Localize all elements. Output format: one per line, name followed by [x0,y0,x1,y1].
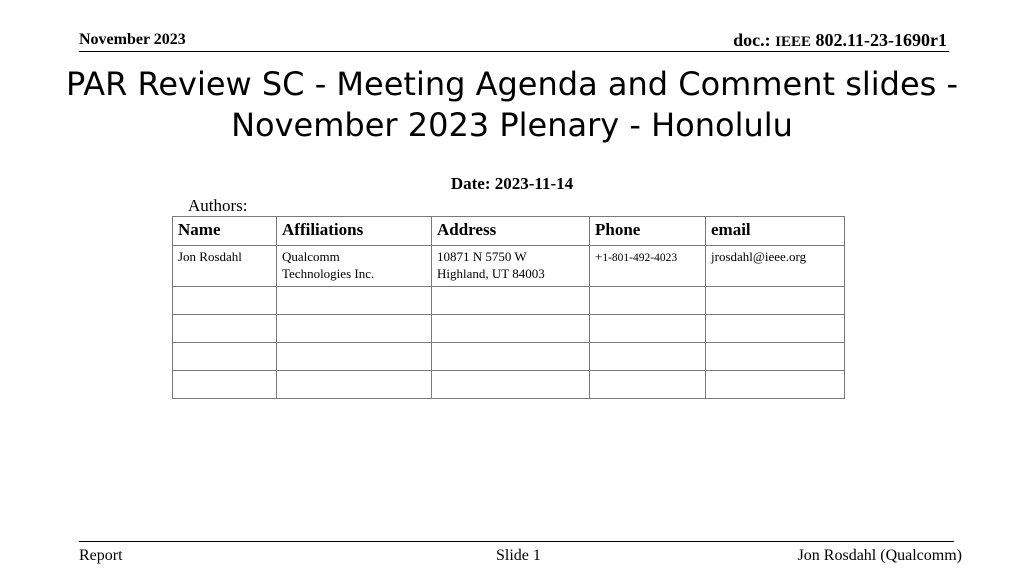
header-divider [79,51,949,52]
affiliation-line: Qualcomm [282,249,340,264]
doc-number: 802.11-23-1690r1 [815,30,947,50]
address-line: 10871 N 5750 W [437,249,527,264]
footer-divider [79,541,954,542]
slide-title: PAR Review SC - Meeting Agenda and Comment slides - November 2023 Plenary - Honolulu [65,65,959,144]
doc-org: IEEE [775,34,812,50]
affiliation-line: Technologies Inc. [282,266,375,281]
col-header-affiliations: Affiliations [277,217,432,246]
col-header-phone: Phone [590,217,706,246]
authors-table [172,216,845,399]
table-row-empty [173,343,845,371]
table-row-empty [173,287,845,315]
cell-phone [590,246,706,287]
cell-affiliation [277,246,432,287]
cell-email: jrosdahl@ieee.org [706,246,845,287]
footer-left: Report [79,547,123,564]
footer-author: Jon Rosdahl (Qualcomm) [797,547,962,564]
phone-number: 1-801-492-4023 [602,252,678,264]
col-header-name: Name [173,217,277,246]
cell-name: Jon Rosdahl [173,246,277,287]
header-date: November 2023 [79,31,186,48]
date-line: Date: 2023-11-14 [450,174,574,193]
header-doc-id [733,30,947,51]
phone-prefix: + [595,249,603,264]
table-row-empty [173,371,845,399]
table-row [173,246,845,287]
table-row-empty [173,315,845,343]
doc-prefix: doc.: [733,30,771,50]
cell-address [432,246,590,287]
authors-label: Authors: [188,196,248,215]
address-line: Highland, UT 84003 [437,266,545,281]
col-header-email: email [706,217,845,246]
slide-number: Slide 1 [496,547,541,564]
col-header-address: Address [432,217,590,246]
table-header-row [173,217,845,246]
